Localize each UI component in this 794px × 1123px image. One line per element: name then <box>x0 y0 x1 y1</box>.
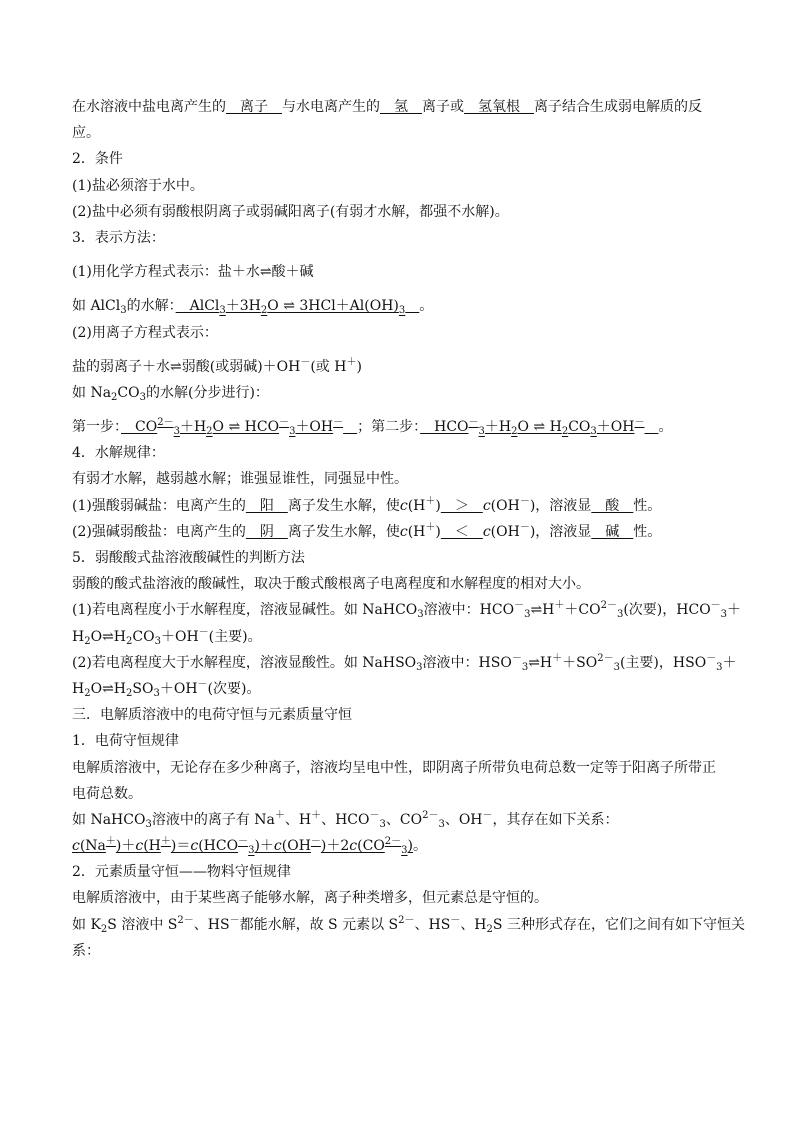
text-run: 与水电离产生的 <box>282 99 380 115</box>
text-line-m-2-ex <box>72 380 732 406</box>
text-run: )，溶液显 <box>529 523 592 540</box>
answer-blank: 氢 <box>380 99 422 115</box>
superscript: － <box>519 495 530 507</box>
answer-blank: 3 <box>398 305 406 317</box>
subscript: 3 <box>153 687 160 699</box>
text-run: H <box>72 628 85 645</box>
text-run: 、OH <box>444 811 483 828</box>
answer-blank: O ⇌ H <box>517 419 562 436</box>
subscript: 3 <box>716 661 723 673</box>
text-run: (1)强酸弱碱盐：电离产生的 <box>72 497 246 514</box>
text-line-e-3 <box>72 833 732 859</box>
subscript: 2 <box>84 635 91 647</box>
subscript: 3 <box>417 609 424 621</box>
text-run: (1)若电离程度小于水解程度，溶液显碱性。如 NaHCO <box>72 602 418 619</box>
answer-blank: O ⇌ HCO <box>212 419 280 436</box>
answer-blank: c <box>72 838 80 855</box>
text-run: (2)强碱弱酸盐：电离产生的 <box>72 523 246 540</box>
text-line-s-0 <box>72 571 732 597</box>
text-run: ＋OH <box>159 680 198 697</box>
superscript: － <box>511 652 522 664</box>
answer-blank: 3 <box>289 426 296 438</box>
superscript: － <box>519 521 530 533</box>
text-line-h-2 <box>72 146 732 172</box>
text-run: (H <box>407 497 426 514</box>
text-run: 系： <box>72 942 100 959</box>
text-run: O⇌H <box>90 628 127 645</box>
answer-blank: ＜ <box>440 523 483 540</box>
subscript: 3 <box>154 635 161 647</box>
superscript: － <box>514 600 525 612</box>
text-run: (2)若电离程度大于水解程度，溶液显酸性。如 NaHSO <box>72 654 417 671</box>
text-run: H <box>72 680 85 697</box>
subscript: 2 <box>126 687 133 699</box>
text-run: ) <box>435 497 441 514</box>
text-run: 、H <box>284 811 312 828</box>
answer-blank: － <box>468 417 479 429</box>
text-run: (2)盐中必须有弱酸根阴离子或弱碱阳离子(有弱才水解，都强不水解)。 <box>72 203 509 220</box>
text-run: (主要)。 <box>208 628 262 645</box>
text-run: 、HCO <box>321 811 370 828</box>
subscript: 3 <box>120 305 127 317</box>
subscript: 2 <box>84 687 91 699</box>
text-run: 如 AlCl <box>72 298 121 315</box>
text-run: 。 <box>413 838 428 855</box>
text-run: (2)用离子方程式表示： <box>72 324 218 341</box>
document-body <box>72 94 745 964</box>
text-run: 的水解(分步进行)： <box>146 384 269 401</box>
text-run: (OH <box>490 523 520 540</box>
answer-blank: CO <box>568 419 591 436</box>
text-line-m-2 <box>72 320 732 346</box>
superscript: － <box>229 914 240 926</box>
paragraph-gap <box>72 346 732 354</box>
answer-blank: )＋2 <box>320 838 350 855</box>
superscript: ＋ <box>274 809 285 821</box>
text-line-def-2 <box>72 120 732 146</box>
answer-blank: CO <box>121 419 158 436</box>
text-run: S 溶液中 S <box>107 916 178 933</box>
text-run: (OH <box>490 497 520 514</box>
text-line-steps <box>72 414 732 440</box>
text-run: 三．电解质溶液中的电荷守恒与元素质量守恒 <box>72 707 352 724</box>
text-run: 离子发生水解，使 <box>287 523 400 540</box>
answer-blank: 2 <box>206 426 213 438</box>
answer-blank: 阴 <box>245 523 288 540</box>
text-run: ) <box>356 358 362 375</box>
text-line-e-1b <box>72 781 732 807</box>
text-run: 。 <box>419 298 434 315</box>
text-run: S 三种形式存在，它们之间有如下守恒关 <box>492 916 745 933</box>
answer-blank: 离子 <box>226 99 282 115</box>
text-run: 第一步： <box>72 419 121 436</box>
answer-blank: ＋OH <box>295 419 334 436</box>
answer-blank: 2 <box>260 305 268 317</box>
text-run: (H <box>407 523 426 540</box>
text-run: 如 NaHCO <box>72 811 146 828</box>
subscript: 3 <box>613 661 620 673</box>
subscript: 3 <box>521 661 529 673</box>
answer-blank: ＋ <box>105 836 116 848</box>
answer-blank: 2 <box>561 426 569 438</box>
text-run: 、CO <box>385 811 423 828</box>
superscript: － <box>198 626 209 638</box>
text-line-f-1 <box>72 885 732 911</box>
superscript: ＋ <box>425 521 436 533</box>
superscript: 2－ <box>422 809 439 821</box>
answer-blank: ＞ <box>440 497 483 514</box>
answer-blank: c <box>349 838 358 855</box>
text-run: ＋OH <box>160 628 199 645</box>
answer-blank: 2－ <box>384 836 402 848</box>
text-run: c <box>482 523 491 540</box>
answer-blank: c <box>190 838 199 855</box>
answer-blank: (H <box>143 838 161 855</box>
text-run: ；第二步： <box>357 419 421 436</box>
text-run: 离子结合生成弱电解质的反 <box>534 99 702 115</box>
text-line-h-3 <box>72 225 732 251</box>
answer-blank <box>343 419 357 435</box>
answer-blank: － <box>333 417 344 429</box>
text-run: 、HS <box>193 916 230 933</box>
superscript: ＋ <box>425 495 436 507</box>
text-run: ⇌H <box>528 654 553 671</box>
text-run: 5．弱酸酸式盐溶液酸碱性的判断方法 <box>72 550 305 566</box>
answer-blank: c <box>273 838 282 855</box>
text-line-m-1 <box>72 259 732 285</box>
answer-blank: 3 <box>248 845 255 857</box>
text-run: 溶液中：HCO <box>423 602 515 619</box>
subscript: 2 <box>486 923 493 935</box>
superscript: 2－ <box>597 652 614 664</box>
answer-blank: － <box>634 417 645 429</box>
text-line-e-2 <box>72 807 732 833</box>
answer-blank: ＋H <box>179 419 207 436</box>
text-run: O⇌H <box>90 680 127 697</box>
answer-blank: )＝ <box>170 838 191 855</box>
text-run: c <box>399 497 408 514</box>
answer-blank: )＋ <box>115 838 136 855</box>
text-run: CO <box>117 384 140 401</box>
text-line-h-5 <box>72 545 732 571</box>
text-line-r-0 <box>72 466 732 492</box>
answer-blank: － <box>310 836 321 848</box>
answer-blank: 氢氧根 <box>464 99 534 115</box>
text-run: 电解质溶液中，无论存在多少种离子，溶液均呈电中性，即阴离子所带负电荷总数一定等于阳离子所带正 <box>72 759 716 776</box>
answer-blank: 3 <box>401 845 408 857</box>
text-run: c <box>399 523 408 540</box>
text-line-def-1 <box>72 94 732 120</box>
text-run: ＋CO <box>564 602 601 619</box>
text-run: ＋ <box>722 654 737 671</box>
text-line-s-2a <box>72 650 737 676</box>
text-run: (次要)，HCO <box>623 602 711 619</box>
text-run: CO <box>132 628 155 645</box>
text-run: c <box>482 497 491 514</box>
answer-blank: (OH <box>281 838 311 855</box>
answer-blank: － <box>238 836 249 848</box>
answer-blank: O ⇌ 3HCl＋Al(OH) <box>267 298 399 315</box>
answer-blank <box>405 298 419 314</box>
answer-blank: AlCl <box>175 298 220 315</box>
text-run: ⇌H <box>530 602 555 619</box>
subscript: 3 <box>145 818 152 830</box>
text-line-h-III-2 <box>72 859 732 885</box>
paragraph-gap <box>72 406 732 414</box>
text-run: 电解质溶液中，由于某些离子能够水解，离子种类增多，但元素总是守恒的。 <box>72 890 548 907</box>
text-run: 2．条件 <box>72 151 123 168</box>
text-line-c-2 <box>72 199 732 225</box>
answer-blank: ＋H <box>484 419 512 436</box>
text-run: 。 <box>658 419 673 436</box>
text-run: 弱酸的酸式盐溶液的酸碱性，取决于酸式酸根离子电离程度和水解程度的相对大小。 <box>72 576 590 593</box>
superscript: ＋ <box>554 600 565 612</box>
subscript: 3 <box>379 818 386 830</box>
text-line-r-1 <box>72 493 732 519</box>
superscript: ＋ <box>346 356 357 368</box>
superscript: － <box>706 652 717 664</box>
text-run: (主要)，HSO <box>619 654 707 671</box>
text-run: 应。 <box>72 125 100 142</box>
superscript: 2－ <box>600 600 617 612</box>
text-line-e-1a <box>72 755 732 781</box>
superscript: － <box>197 678 208 690</box>
text-run: 有弱才水解，越弱越水解；谁强显谁性，同强显中性。 <box>72 471 408 488</box>
text-line-c-1 <box>72 173 732 199</box>
paragraph-gap <box>72 251 732 259</box>
superscript: 2－ <box>177 914 194 926</box>
text-line-f-2a <box>72 912 745 938</box>
answer-blank: － <box>279 417 290 429</box>
answer-blank: ＋OH <box>596 419 635 436</box>
superscript: ＋ <box>311 809 322 821</box>
text-line-m-1-ex <box>72 293 732 319</box>
text-run: 溶液中的离子有 Na <box>151 811 275 828</box>
answer-blank: )＋ <box>254 838 274 855</box>
text-line-s-1a <box>72 597 742 623</box>
text-run: 、HS <box>414 916 451 933</box>
subscript: 3 <box>139 391 146 403</box>
answer-blank: 碱 <box>591 523 634 540</box>
text-run: 离子或 <box>422 99 464 115</box>
text-run: 在水溶液中盐电离产生的 <box>72 99 226 115</box>
text-line-s-2b <box>72 676 732 702</box>
text-run: 2．元素质量守恒——物料守恒规律 <box>72 864 291 881</box>
subscript: 3 <box>524 609 531 621</box>
answer-blank: 3 <box>478 426 485 438</box>
superscript: － <box>300 356 311 368</box>
text-line-h-III <box>72 702 732 728</box>
text-run: (1)用化学方程式表示：盐＋水⇌酸＋碱 <box>72 264 314 281</box>
text-run: 性。 <box>633 523 662 540</box>
text-run: ) <box>435 523 441 540</box>
paragraph-gap <box>72 285 732 293</box>
answer-blank: HCO <box>420 419 469 436</box>
text-run: 3．表示方法： <box>72 229 165 246</box>
answer-blank: 酸 <box>591 497 634 514</box>
text-run: 性。 <box>633 497 662 514</box>
text-run: 、H <box>460 916 487 933</box>
text-run: 1．电荷守恒规律 <box>72 733 179 750</box>
text-run: 如 Na <box>72 384 112 401</box>
text-run: 如 K <box>72 916 101 933</box>
superscript: － <box>482 809 493 821</box>
text-run: (次要)。 <box>207 680 261 697</box>
text-line-s-1b <box>72 624 732 650</box>
text-line-h-III-1 <box>72 728 732 754</box>
text-run: 的水解： <box>126 298 176 315</box>
answer-blank: 3 <box>173 426 180 438</box>
answer-blank: ＋ <box>160 836 171 848</box>
subscript: 2 <box>100 923 108 935</box>
answer-blank: 2－ <box>157 417 174 429</box>
text-run: 盐的弱离子＋水⇌弱酸(或弱碱)＋OH <box>72 358 301 375</box>
text-line-h-4 <box>72 440 732 466</box>
answer-blank: 阳 <box>245 497 288 514</box>
answer-blank: (Na <box>79 838 106 855</box>
subscript: 3 <box>416 661 423 673</box>
answer-blank: ＋3H <box>225 298 261 315</box>
answer-blank: (HCO <box>198 838 239 855</box>
text-run: 电荷总数。 <box>72 785 142 802</box>
text-run: 溶液中：HSO <box>422 654 512 671</box>
answer-blank: 3 <box>219 305 226 317</box>
superscript: － <box>710 600 721 612</box>
superscript: － <box>450 914 461 926</box>
text-run: (1)盐必须溶于水中。 <box>72 177 204 194</box>
text-run: 4．水解规律： <box>72 445 165 462</box>
text-run: )，溶液显 <box>529 497 592 514</box>
answer-blank: c <box>135 838 144 855</box>
text-run: ＋ <box>727 602 742 619</box>
superscript: ＋ <box>552 652 563 664</box>
text-line-m-2-eq <box>72 354 732 380</box>
subscript: 3 <box>438 818 445 830</box>
answer-blank: 3 <box>590 426 597 438</box>
text-run: ，其存在如下关系： <box>492 811 619 828</box>
text-line-f-2b <box>72 938 732 964</box>
subscript: 3 <box>720 609 728 621</box>
text-run: ＋SO <box>562 654 598 671</box>
answer-blank <box>644 419 658 435</box>
text-run: SO <box>132 680 154 697</box>
subscript: 2 <box>111 391 118 403</box>
answer-blank: 2 <box>511 426 518 438</box>
subscript: 3 <box>616 609 624 621</box>
superscript: － <box>369 809 380 821</box>
superscript: 2－ <box>398 914 415 926</box>
answer-blank: ) <box>407 838 414 855</box>
text-run: 都能水解，故 S 元素以 S <box>239 916 399 933</box>
text-run: 离子发生水解，使 <box>287 497 400 514</box>
answer-blank: (CO <box>357 838 385 855</box>
text-line-r-2 <box>72 519 732 545</box>
text-run: (或 H <box>310 358 347 375</box>
subscript: 2 <box>126 635 133 647</box>
